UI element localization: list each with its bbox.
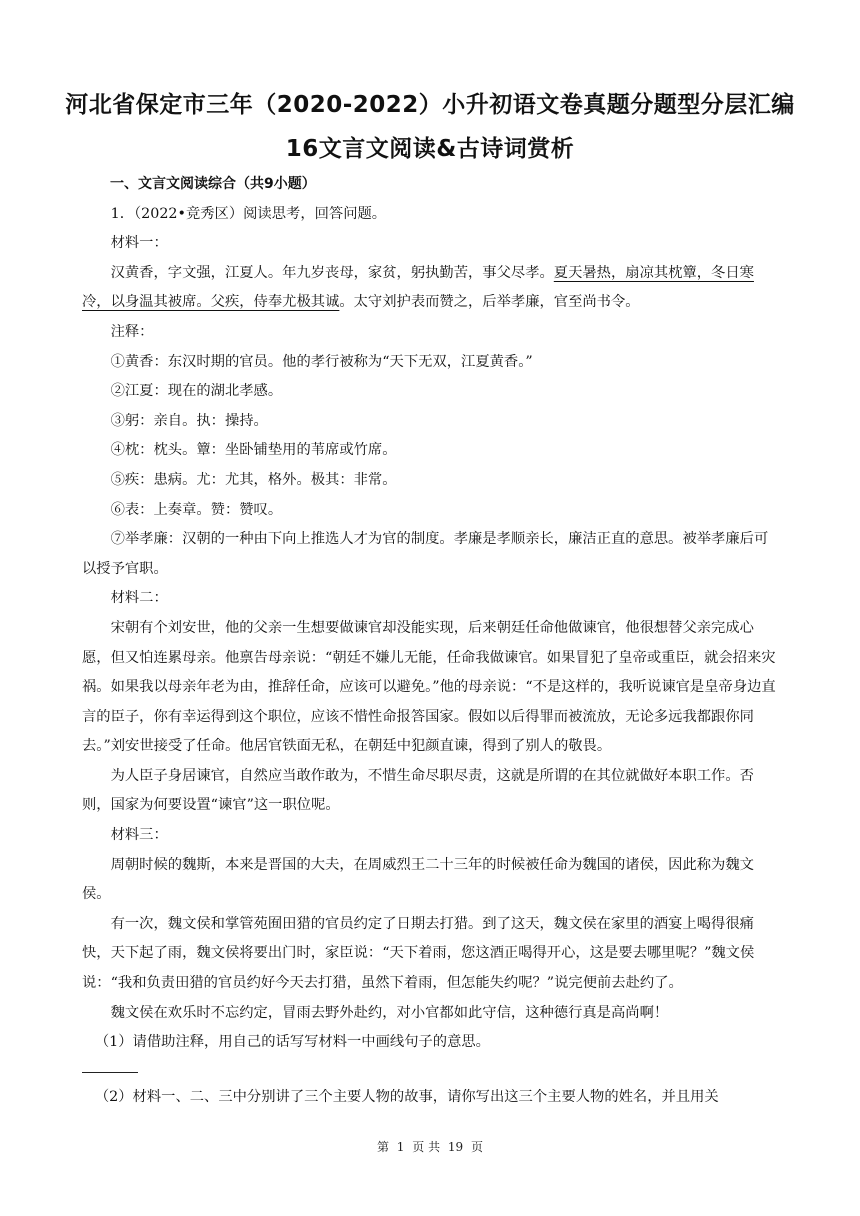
- document-body: [82, 170, 780, 1112]
- note-item: ②江夏：现在的湖北孝感。: [110, 383, 283, 400]
- material2-paragraph: 为人臣子身居谏官，自然应当敢作敢为，不惜生命尽职尽责，这就是所谓的在其位就做好本职工作。否则，国家为何要设置“谏官”这一职位呢。: [82, 767, 754, 814]
- page-middle: 页 共: [412, 1140, 441, 1154]
- question-intro: 1．（2022•竞秀区）阅读思考，回答问题。: [110, 205, 387, 222]
- note-item: ①黄香：东汉时期的官员。他的孝行被称为“天下无双，江夏黄香。”: [110, 353, 533, 370]
- document-title-line1: 河北省保定市三年（2020-2022）小升初语文卷真题分题型分层汇编: [65, 92, 795, 118]
- page-current: 1: [396, 1140, 405, 1154]
- sub-question-1: （1）请借助注释，用自己的话写写材料一中画线句子的意思。: [94, 1034, 490, 1051]
- material1-text-a: 汉黄香，字文强，江夏人。年九岁丧母，家贫，躬执勤苦，事父尽孝。: [110, 264, 554, 281]
- material1-text-b: 。太守刘护表而赞之，后举孝廉，官至尚书令。: [339, 294, 640, 311]
- page-total: 19: [447, 1140, 464, 1154]
- answer-blank-line: [82, 1072, 138, 1073]
- sub-question-2: （2）材料一、二、三中分别讲了三个主要人物的故事，请你写出这三个主要人物的姓名，并且用关: [94, 1088, 719, 1105]
- material2-paragraph: 宋朝有个刘安世，他的父亲一生想要做谏官却没能实现，后来朝廷任命他做谏官，他很想替父亲完成心愿，但又怕连累母亲。他禀告母亲说：“朝廷不嫌儿无能，任命我做谏官。如果冒犯了皇帝或重臣，就会招来灾祸。如果我以母亲年老为由，推辞任命，应该可以避免。”他的母亲说：“不是这样的，我听说谏官是皇帝身边直言的臣子，你有幸运得到这个职位，应该不惜性命报答国家。假如以后得罪而被流放，无论多远我都跟你同去。”刘安世接受了任命。他居官铁面无私，在朝廷中犯颜直谏，得到了别人的敬畏。: [82, 619, 776, 755]
- note-item: ④枕：枕头。簟：坐卧铺垫用的苇席或竹席。: [110, 442, 397, 459]
- material3-label: 材料三：: [110, 827, 168, 844]
- section-heading: 一、文言文阅读综合（共9小题）: [110, 176, 316, 192]
- material3-paragraph: 周朝时候的魏斯，本来是晋国的大夫，在周威烈王二十三年的时候被任命为魏国的诸侯，因此称为魏文侯。: [82, 856, 754, 903]
- page-footer: [0, 1138, 860, 1155]
- note-item: ⑦举孝廉：汉朝的一种由下向上推选人才为官的制度。孝廉是孝顺亲长，廉洁正直的意思。被举孝廉后可以授予官职。: [82, 531, 769, 577]
- page-suffix: 页: [471, 1140, 484, 1154]
- document-title-line2: 16文言文阅读&古诗词赏析: [285, 136, 575, 162]
- material1-text: [82, 259, 780, 318]
- notes-label: 注释：: [110, 323, 154, 340]
- material3-paragraph: 有一次，魏文侯和掌管苑囿田猎的官员约定了日期去打猎。到了这天，魏文侯在家里的酒宴上喝得很痛快，天下起了雨，魏文侯将要出门时，家臣说：“天下着雨，您这酒正喝得开心，这是要去哪里呢？”魏文侯说：“我和负责田猎的官员约好今天去打猎，虽然下着雨，但怎能失约呢？”说完便前去赴约了。: [82, 915, 755, 992]
- material3-paragraph: 魏文侯在欢乐时不忘约定，冒雨去野外赴约，对小官都如此守信，这种德行真是高尚啊！: [110, 1004, 669, 1021]
- note-item: ③躬：亲自。执：操持。: [110, 412, 268, 429]
- note-item: ⑤疾：患病。尤：尤其，格外。极其：非常。: [110, 471, 397, 488]
- page-prefix: 第: [376, 1140, 389, 1154]
- material1-underlined-sentence: 夏天暑热，扇凉其枕簟，冬日寒冷，以身温其被席。父疾，侍奉尤极其诚: [82, 264, 754, 311]
- material2-label: 材料二：: [110, 590, 168, 607]
- note-item: ⑥表：上奏章。赞：赞叹。: [110, 501, 283, 518]
- material1-label: 材料一：: [110, 235, 168, 252]
